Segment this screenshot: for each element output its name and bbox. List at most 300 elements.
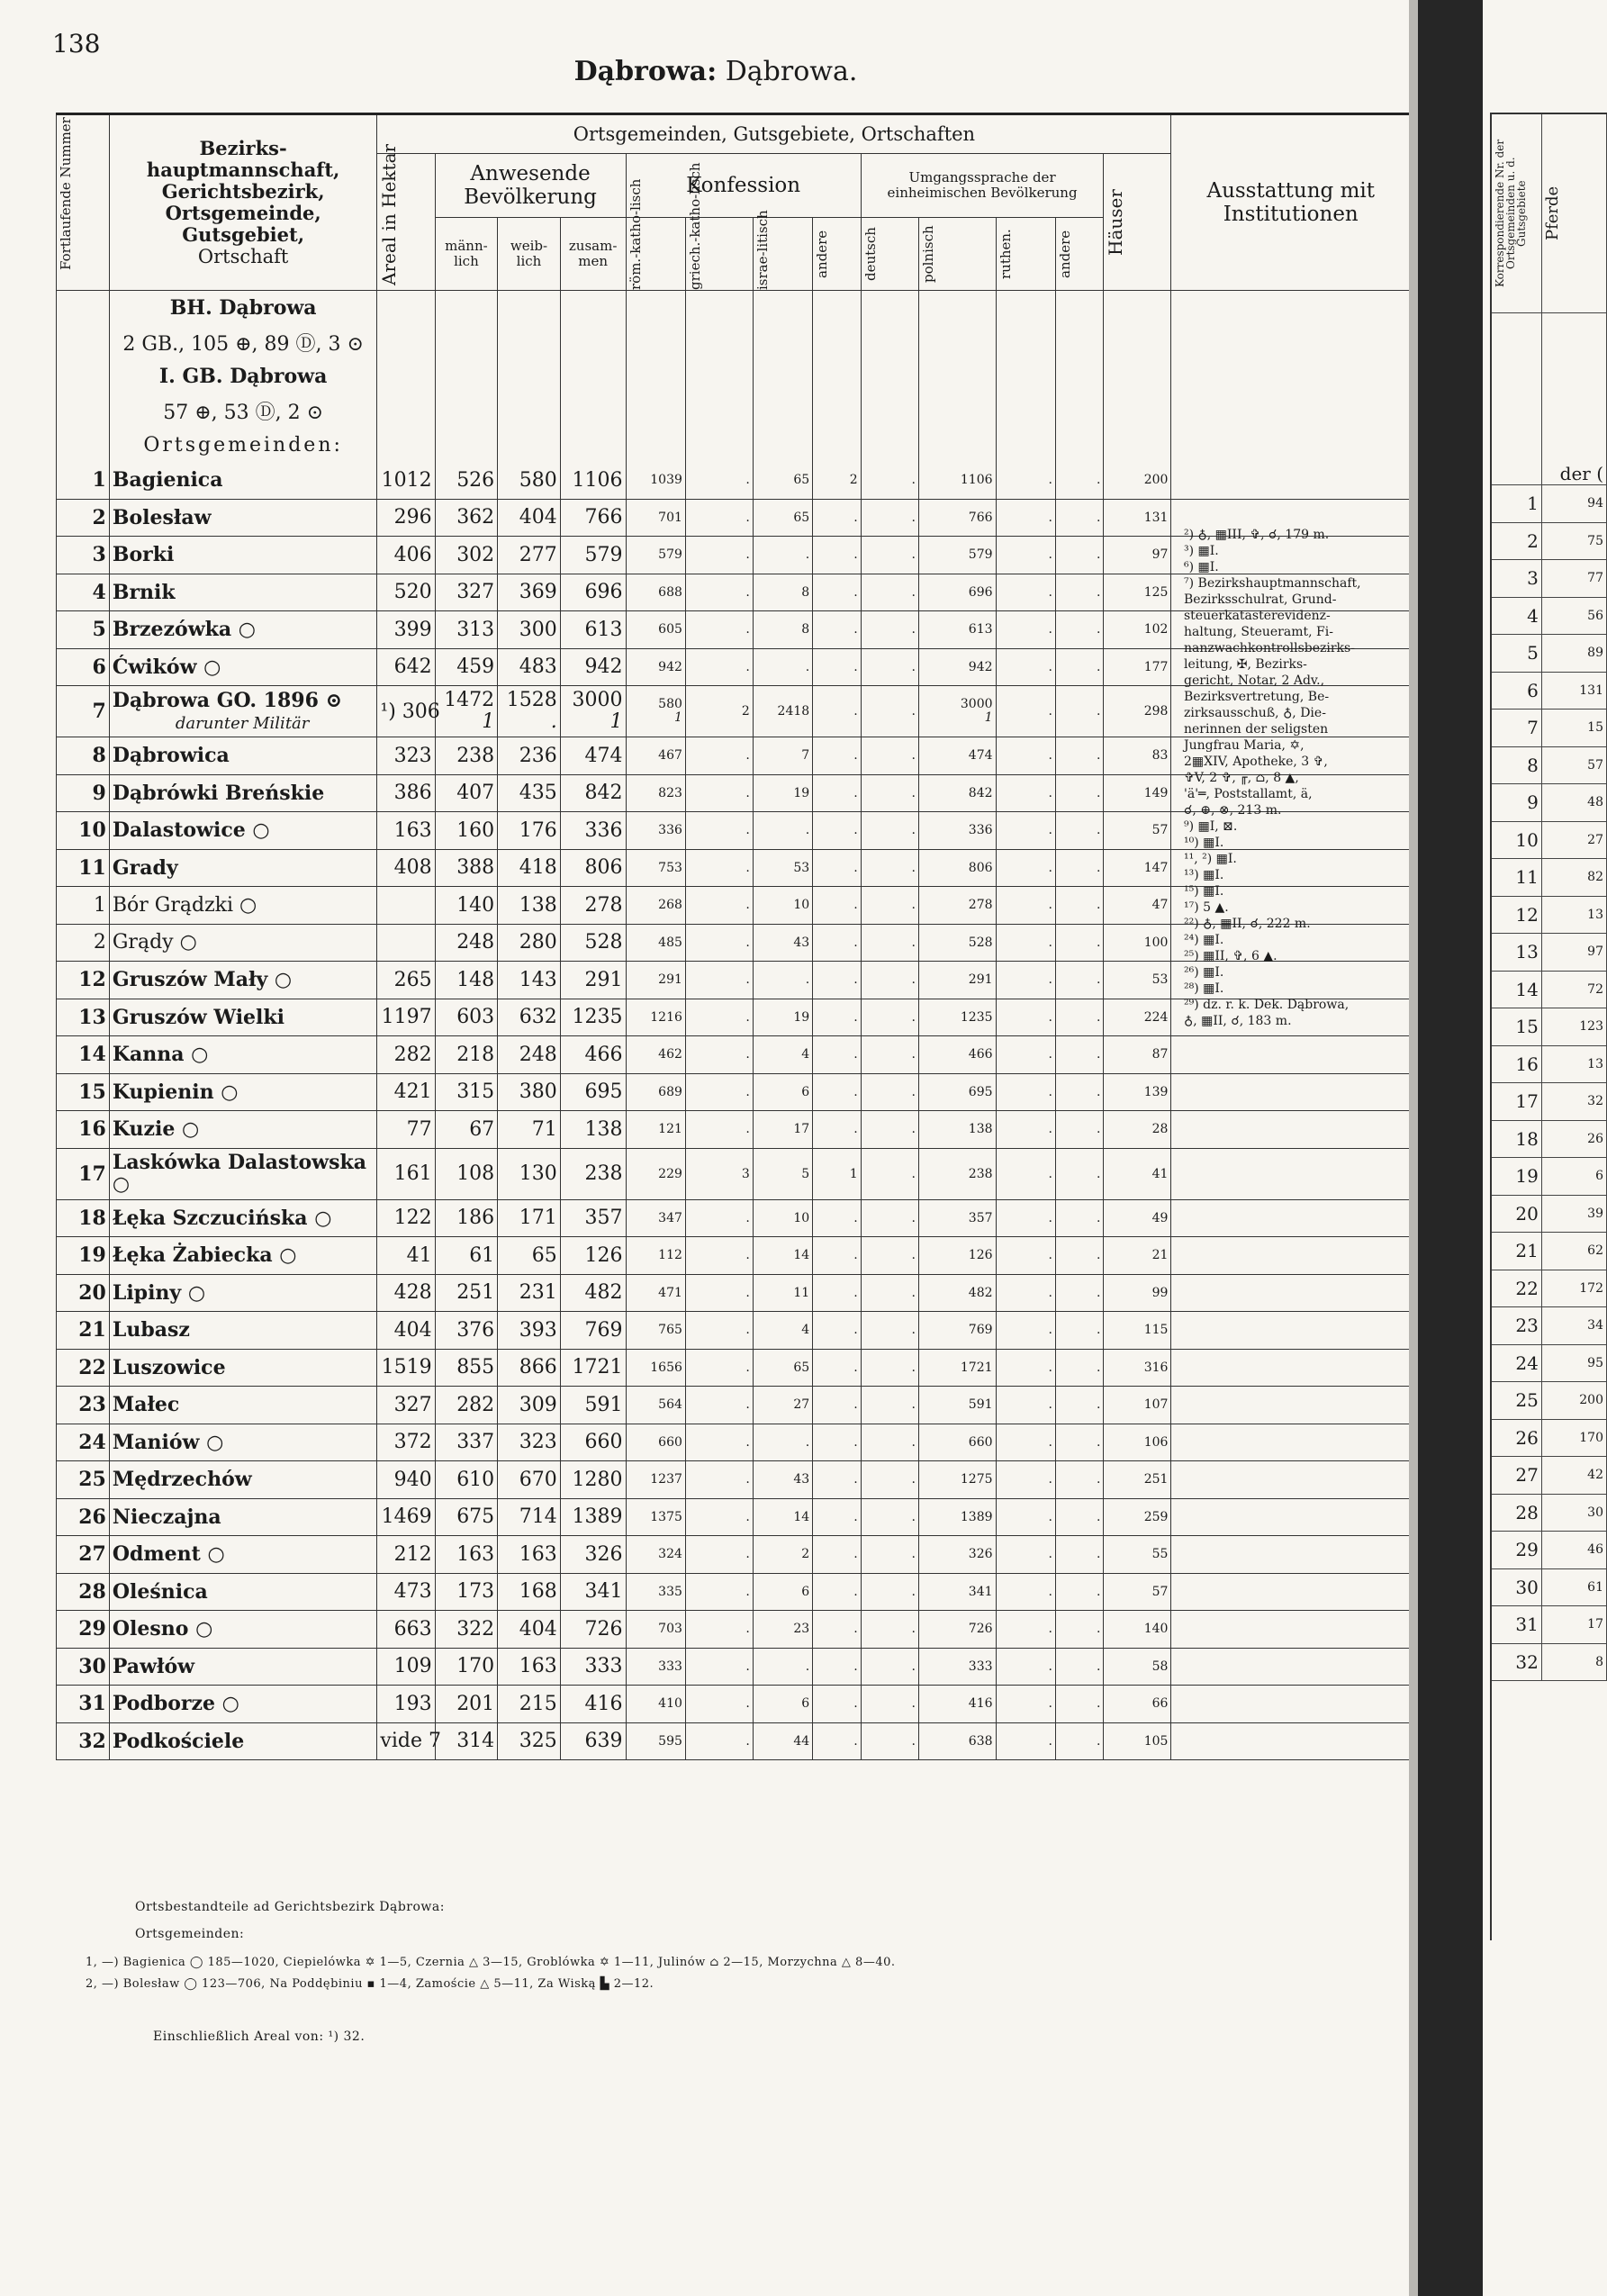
cell-p: 769 bbox=[918, 1312, 996, 1350]
cell-h: 139 bbox=[1104, 1073, 1171, 1111]
next-page-pferde: 131 bbox=[1541, 672, 1606, 710]
cell-i: 14 bbox=[753, 1498, 812, 1536]
header-anwesend: Anwesende Bevölkerung bbox=[435, 154, 626, 218]
cell-o: . bbox=[1055, 962, 1104, 999]
row-number: 31 bbox=[57, 1686, 110, 1723]
place-name: Luszowice bbox=[109, 1349, 377, 1387]
next-page-nr: 7 bbox=[1492, 710, 1541, 747]
cell-m: 314 bbox=[435, 1722, 498, 1760]
cell-r: . bbox=[996, 1536, 1055, 1574]
next-page-nr: 32 bbox=[1492, 1643, 1541, 1681]
note-line: ¹¹, ²) ▦I. bbox=[1184, 852, 1237, 866]
cell-g: . bbox=[685, 1648, 753, 1686]
cell-z: 336 bbox=[560, 812, 626, 850]
row-number: 2 bbox=[57, 924, 110, 962]
cell-z: 695 bbox=[560, 1073, 626, 1111]
next-page-pferde: 34 bbox=[1541, 1307, 1606, 1345]
next-page-row bbox=[1492, 1233, 1607, 1270]
cell-z: 138 bbox=[560, 1111, 626, 1149]
cell-w: 418 bbox=[498, 849, 561, 887]
cell-k: 471 bbox=[626, 1274, 685, 1312]
row-number: 19 bbox=[57, 1237, 110, 1275]
cell-r: . bbox=[996, 737, 1055, 775]
footer-heading: Ortsbestandteile ad Gerichtsbezirk Dąbrowa: bbox=[135, 1900, 445, 1914]
preface-blank bbox=[498, 393, 561, 428]
cell-k: 1237 bbox=[626, 1461, 685, 1499]
cell-d: . bbox=[861, 462, 918, 499]
cell-r: . bbox=[996, 1148, 1055, 1199]
cell-o: . bbox=[1055, 1498, 1104, 1536]
cell-z: 1106 bbox=[560, 462, 626, 499]
cell-m: 855 bbox=[435, 1349, 498, 1387]
cell-m: 610 bbox=[435, 1461, 498, 1499]
cell-z: 357 bbox=[560, 1199, 626, 1237]
preface-row bbox=[57, 325, 1411, 359]
next-page-row bbox=[1492, 710, 1607, 747]
cell-z: 769 bbox=[560, 1312, 626, 1350]
preface-blank bbox=[861, 359, 918, 393]
cell-h: 28 bbox=[1104, 1111, 1171, 1149]
cell-k: 229 bbox=[626, 1148, 685, 1199]
next-page-pferde: 13 bbox=[1541, 896, 1606, 934]
cell-p: 126 bbox=[918, 1237, 996, 1275]
cell-d: . bbox=[861, 1686, 918, 1723]
header-deutsch: deutsch bbox=[861, 218, 918, 291]
preface-text: Ortsgemeinden: bbox=[109, 428, 377, 462]
preface-blank bbox=[1104, 359, 1171, 393]
cell-w: 171 bbox=[498, 1199, 561, 1237]
cell-institutions bbox=[1171, 1199, 1411, 1237]
cell-a: . bbox=[813, 1573, 862, 1611]
cell-r: . bbox=[996, 1199, 1055, 1237]
preface-blank bbox=[813, 325, 862, 359]
cell-area: ¹) 306 bbox=[377, 686, 435, 737]
cell-institutions bbox=[1171, 1461, 1411, 1499]
table-row bbox=[57, 1199, 1411, 1237]
cell-r: . bbox=[996, 812, 1055, 850]
cell-g: . bbox=[685, 1199, 753, 1237]
cell-w: 163 bbox=[498, 1536, 561, 1574]
cell-o: . bbox=[1055, 1199, 1104, 1237]
table-row bbox=[57, 1148, 1411, 1199]
cell-z: 482 bbox=[560, 1274, 626, 1312]
cell-o: . bbox=[1055, 737, 1104, 775]
preface-blank bbox=[1171, 393, 1411, 428]
cell-z: 238 bbox=[560, 1148, 626, 1199]
preface-blank bbox=[498, 325, 561, 359]
cell-p: 333 bbox=[918, 1648, 996, 1686]
preface-blank bbox=[560, 393, 626, 428]
row-number: 28 bbox=[57, 1573, 110, 1611]
note-line: ²⁵) ▦II, ✞, 6 ▲. bbox=[1184, 949, 1277, 963]
cell-w: 300 bbox=[498, 611, 561, 649]
cell-g: 2 bbox=[685, 686, 753, 737]
cell-institutions bbox=[1171, 1111, 1411, 1149]
preface-blank bbox=[498, 291, 561, 326]
cell-i: 53 bbox=[753, 849, 812, 887]
cell-m: 248 bbox=[435, 924, 498, 962]
cell-area: 1012 bbox=[377, 462, 435, 499]
cell-a: . bbox=[813, 686, 862, 737]
next-page-row bbox=[1492, 1568, 1607, 1606]
cell-area: 41 bbox=[377, 1237, 435, 1275]
cell-o: . bbox=[1055, 1312, 1104, 1350]
next-page-row bbox=[1492, 1270, 1607, 1307]
cell-a: . bbox=[813, 887, 862, 925]
row-number: 22 bbox=[57, 1349, 110, 1387]
next-page-pferde: 200 bbox=[1541, 1382, 1606, 1420]
cell-o: . bbox=[1055, 686, 1104, 737]
cell-o: . bbox=[1055, 849, 1104, 887]
cell-r: . bbox=[996, 1036, 1055, 1074]
cell-a: . bbox=[813, 1312, 862, 1350]
cell-area: 386 bbox=[377, 774, 435, 812]
cell-d: . bbox=[861, 812, 918, 850]
next-page-header-nr: Korrespondierende Nr. der Ortsgemeinden u. d. Gutsgebiete bbox=[1492, 113, 1541, 313]
cell-m: 238 bbox=[435, 737, 498, 775]
preface-blank bbox=[377, 291, 435, 326]
cell-m: 163 bbox=[435, 1536, 498, 1574]
title-bold: Dąbrowa: bbox=[573, 56, 718, 87]
cell-m: 459 bbox=[435, 648, 498, 686]
next-page-pferde: 39 bbox=[1541, 1195, 1606, 1233]
next-page-table bbox=[1492, 113, 1607, 1681]
cell-m: 322 bbox=[435, 1611, 498, 1649]
cell-k: 121 bbox=[626, 1111, 685, 1149]
cell-z: 474 bbox=[560, 737, 626, 775]
cell-area: 1469 bbox=[377, 1498, 435, 1536]
cell-d: . bbox=[861, 1111, 918, 1149]
cell-p: 528 bbox=[918, 924, 996, 962]
cell-area: 408 bbox=[377, 849, 435, 887]
header-bezirk: Bezirks-hauptmannschaft, Gerichtsbezirk, Ortsgemeinde, Gutsgebiet, Ortschaft bbox=[109, 114, 377, 291]
cell-w: 404 bbox=[498, 499, 561, 537]
place-name: Bolesław bbox=[109, 499, 377, 537]
cell-area: 1519 bbox=[377, 1349, 435, 1387]
cell-d: . bbox=[861, 537, 918, 574]
next-page-row bbox=[1492, 746, 1607, 784]
cell-a: . bbox=[813, 1036, 862, 1074]
preface-blank bbox=[435, 291, 498, 326]
cell-h: 298 bbox=[1104, 686, 1171, 737]
header-ruthen: ruthen. bbox=[996, 218, 1055, 291]
cell-institutions bbox=[1171, 1073, 1411, 1111]
cell-h: 41 bbox=[1104, 1148, 1171, 1199]
cell-institutions bbox=[1171, 1648, 1411, 1686]
preface-text: 2 GB., 105 ⊕, 89 Ⓓ, 3 ⊙ bbox=[109, 325, 377, 359]
cell-i: 11 bbox=[753, 1274, 812, 1312]
note-line: ¹⁰) ▦I. bbox=[1184, 836, 1224, 850]
next-page-pferde: 89 bbox=[1541, 635, 1606, 673]
next-page-nr: 27 bbox=[1492, 1457, 1541, 1495]
cell-z: 528 bbox=[560, 924, 626, 962]
cell-g: . bbox=[685, 999, 753, 1036]
cell-i: . bbox=[753, 1648, 812, 1686]
preface-blank bbox=[918, 428, 996, 462]
next-page-pferde: 57 bbox=[1541, 746, 1606, 784]
note-line: Bezirksvertretung, Be- bbox=[1184, 690, 1330, 704]
cell-r: . bbox=[996, 962, 1055, 999]
cell-area: 940 bbox=[377, 1461, 435, 1499]
cell-i: 65 bbox=[753, 499, 812, 537]
cell-m: 186 bbox=[435, 1199, 498, 1237]
cell-w: 670 bbox=[498, 1461, 561, 1499]
cell-h: 224 bbox=[1104, 999, 1171, 1036]
cell-p: 341 bbox=[918, 1573, 996, 1611]
cell-a: . bbox=[813, 962, 862, 999]
cell-i: 44 bbox=[753, 1722, 812, 1760]
cell-r: . bbox=[996, 849, 1055, 887]
place-name: Dąbrówki Breńskie bbox=[109, 774, 377, 812]
cell-a: . bbox=[813, 924, 862, 962]
cell-p: 1275 bbox=[918, 1461, 996, 1499]
table-row bbox=[57, 1573, 1411, 1611]
place-name: Maniów ○ bbox=[109, 1424, 377, 1461]
next-page-nr: 15 bbox=[1492, 1008, 1541, 1046]
table-row bbox=[57, 1536, 1411, 1574]
cell-w: 369 bbox=[498, 574, 561, 611]
cell-o: . bbox=[1055, 574, 1104, 611]
row-number: 14 bbox=[57, 1036, 110, 1074]
cell-z: 639 bbox=[560, 1722, 626, 1760]
cell-i: . bbox=[753, 962, 812, 999]
preface-blank bbox=[685, 428, 753, 462]
table-row bbox=[57, 1237, 1411, 1275]
next-page-header-pferde: Pferde bbox=[1541, 113, 1606, 313]
preface-nr bbox=[57, 359, 110, 393]
cell-h: 147 bbox=[1104, 849, 1171, 887]
next-page-pferde: 32 bbox=[1541, 1083, 1606, 1121]
row-number: 29 bbox=[57, 1611, 110, 1649]
cell-z: 1721 bbox=[560, 1349, 626, 1387]
cell-m: 313 bbox=[435, 611, 498, 649]
cell-g: . bbox=[685, 1686, 753, 1723]
cell-a: . bbox=[813, 648, 862, 686]
table-row bbox=[57, 1424, 1411, 1461]
cell-w: 248 bbox=[498, 1036, 561, 1074]
cell-g: . bbox=[685, 537, 753, 574]
cell-w: 71 bbox=[498, 1111, 561, 1149]
cell-w: 580 bbox=[498, 462, 561, 499]
cell-h: 140 bbox=[1104, 1611, 1171, 1649]
cell-h: 115 bbox=[1104, 1312, 1171, 1350]
next-page-nr: 22 bbox=[1492, 1270, 1541, 1307]
cell-p: 357 bbox=[918, 1199, 996, 1237]
cell-area: 122 bbox=[377, 1199, 435, 1237]
cell-i: 6 bbox=[753, 1686, 812, 1723]
cell-area: 212 bbox=[377, 1536, 435, 1574]
cell-w: 714 bbox=[498, 1498, 561, 1536]
cell-o: . bbox=[1055, 1461, 1104, 1499]
cell-k: 701 bbox=[626, 499, 685, 537]
header-konfession: Konfession bbox=[626, 154, 861, 218]
preface-blank bbox=[377, 393, 435, 428]
cell-m: 388 bbox=[435, 849, 498, 887]
row-number: 8 bbox=[57, 737, 110, 775]
place-name: Olesno ○ bbox=[109, 1611, 377, 1649]
cell-h: 316 bbox=[1104, 1349, 1171, 1387]
cell-g: . bbox=[685, 1424, 753, 1461]
cell-h: 49 bbox=[1104, 1199, 1171, 1237]
place-name: Dąbrowa GO. 1896 ⊙ darunter Militär bbox=[109, 686, 377, 737]
header-weiblich: weib-lich bbox=[498, 218, 561, 291]
row-number: 30 bbox=[57, 1648, 110, 1686]
preface-blank bbox=[753, 428, 812, 462]
table-row bbox=[57, 1686, 1411, 1723]
next-page-pferde: 13 bbox=[1541, 1045, 1606, 1083]
cell-k: 823 bbox=[626, 774, 685, 812]
cell-d: . bbox=[861, 611, 918, 649]
cell-area: 473 bbox=[377, 1573, 435, 1611]
next-page-pferde: 6 bbox=[1541, 1158, 1606, 1196]
cell-o: . bbox=[1055, 648, 1104, 686]
preface-blank bbox=[996, 393, 1055, 428]
cell-w: 231 bbox=[498, 1274, 561, 1312]
cell-i: 8 bbox=[753, 611, 812, 649]
cell-a: . bbox=[813, 999, 862, 1036]
cell-a: . bbox=[813, 1611, 862, 1649]
cell-h: 97 bbox=[1104, 537, 1171, 574]
cell-m: 201 bbox=[435, 1686, 498, 1723]
cell-g: . bbox=[685, 1387, 753, 1424]
cell-o: . bbox=[1055, 1274, 1104, 1312]
preface-row bbox=[57, 428, 1411, 462]
cell-m: 61 bbox=[435, 1237, 498, 1275]
cell-h: 99 bbox=[1104, 1274, 1171, 1312]
preface-row bbox=[57, 291, 1411, 326]
cell-d: . bbox=[861, 648, 918, 686]
table-row bbox=[57, 1036, 1411, 1074]
cell-a: . bbox=[813, 1498, 862, 1536]
cell-k: 410 bbox=[626, 1686, 685, 1723]
place-name: Kuzie ○ bbox=[109, 1111, 377, 1149]
table-row bbox=[57, 1111, 1411, 1149]
next-page-nr: 18 bbox=[1492, 1120, 1541, 1158]
note-line: ¹⁷) 5 ▲. bbox=[1184, 900, 1229, 915]
place-name: Gruszów Mały ○ bbox=[109, 962, 377, 999]
preface-blank bbox=[498, 359, 561, 393]
row-number: 5 bbox=[57, 611, 110, 649]
cell-i: 5 bbox=[753, 1148, 812, 1199]
cell-h: 66 bbox=[1104, 1686, 1171, 1723]
cell-a: . bbox=[813, 1349, 862, 1387]
cell-p: 695 bbox=[918, 1073, 996, 1111]
cell-i: 4 bbox=[753, 1036, 812, 1074]
row-number: 16 bbox=[57, 1111, 110, 1149]
preface-blank bbox=[813, 393, 862, 428]
cell-w: 236 bbox=[498, 737, 561, 775]
cell-m: 170 bbox=[435, 1648, 498, 1686]
cell-a: . bbox=[813, 574, 862, 611]
next-page-nr: 26 bbox=[1492, 1419, 1541, 1457]
cell-r: . bbox=[996, 1611, 1055, 1649]
cell-o: . bbox=[1055, 1349, 1104, 1387]
footer-subheading: Ortsgemeinden: bbox=[135, 1927, 245, 1941]
cell-k: 564 bbox=[626, 1387, 685, 1424]
row-number: 2 bbox=[57, 499, 110, 537]
next-page-row bbox=[1492, 1382, 1607, 1420]
cell-r: . bbox=[996, 611, 1055, 649]
cell-i: 4 bbox=[753, 1312, 812, 1350]
cell-d: . bbox=[861, 1148, 918, 1199]
next-page-row bbox=[1492, 635, 1607, 673]
row-number: 25 bbox=[57, 1461, 110, 1499]
preface-blank bbox=[498, 428, 561, 462]
next-page-row bbox=[1492, 821, 1607, 859]
place-name: Kanna ○ bbox=[109, 1036, 377, 1074]
cell-p: 591 bbox=[918, 1387, 996, 1424]
cell-o: . bbox=[1055, 887, 1104, 925]
cell-w: 632 bbox=[498, 999, 561, 1036]
cell-r: . bbox=[996, 1274, 1055, 1312]
cell-h: 57 bbox=[1104, 812, 1171, 850]
cell-o: . bbox=[1055, 1686, 1104, 1723]
cell-m: 362 bbox=[435, 499, 498, 537]
header-ausstattung: Ausstattung mit Institutionen bbox=[1171, 114, 1411, 291]
next-page-nr: 20 bbox=[1492, 1195, 1541, 1233]
cell-w: 280 bbox=[498, 924, 561, 962]
cell-p: 638 bbox=[918, 1722, 996, 1760]
cell-z: 842 bbox=[560, 774, 626, 812]
cell-a: . bbox=[813, 499, 862, 537]
place-name: Ćwików ○ bbox=[109, 648, 377, 686]
next-page-nr: 21 bbox=[1492, 1233, 1541, 1270]
cell-i: 43 bbox=[753, 1461, 812, 1499]
next-page-row bbox=[1492, 1307, 1607, 1345]
footer-line-2: 2, —) Bolesław ◯ 123—706, Na Poddębiniu ▪ 1—4, Zamoście △ 5—11, Za Wiską ▙ 2—12. bbox=[86, 1977, 655, 1991]
cell-z: 806 bbox=[560, 849, 626, 887]
cell-g: . bbox=[685, 1073, 753, 1111]
row-number: 7 bbox=[57, 686, 110, 737]
preface-blank bbox=[685, 393, 753, 428]
cell-o: . bbox=[1055, 812, 1104, 850]
cell-a: . bbox=[813, 1073, 862, 1111]
next-page-pferde: 46 bbox=[1541, 1532, 1606, 1569]
cell-k: 765 bbox=[626, 1312, 685, 1350]
note-line: ✞V, 2 ✞, ╓, ⌂, 8 ▲, bbox=[1184, 771, 1299, 785]
preface-blank bbox=[377, 325, 435, 359]
next-page-nr: 2 bbox=[1492, 522, 1541, 560]
place-name: Nieczajna bbox=[109, 1498, 377, 1536]
cell-m: 160 bbox=[435, 812, 498, 850]
preface-blank bbox=[996, 291, 1055, 326]
cell-p: 326 bbox=[918, 1536, 996, 1574]
cell-d: . bbox=[861, 1498, 918, 1536]
cell-g: . bbox=[685, 1312, 753, 1350]
cell-i: 14 bbox=[753, 1237, 812, 1275]
row-number: 26 bbox=[57, 1498, 110, 1536]
cell-a: . bbox=[813, 1648, 862, 1686]
cell-w: 215 bbox=[498, 1686, 561, 1723]
cell-m: 282 bbox=[435, 1387, 498, 1424]
cell-institutions bbox=[1171, 1148, 1411, 1199]
preface-text: 57 ⊕, 53 Ⓓ, 2 ⊙ bbox=[109, 393, 377, 428]
cell-area bbox=[377, 887, 435, 925]
cell-r: . bbox=[996, 1111, 1055, 1149]
next-page-nr: 13 bbox=[1492, 934, 1541, 972]
cell-g: . bbox=[685, 812, 753, 850]
table-header bbox=[57, 114, 1411, 291]
place-name: Grady bbox=[109, 849, 377, 887]
cell-institutions bbox=[1171, 1611, 1411, 1649]
next-page-row bbox=[1492, 1045, 1607, 1083]
row-number: 18 bbox=[57, 1199, 110, 1237]
cell-i: 10 bbox=[753, 887, 812, 925]
cell-z: 333 bbox=[560, 1648, 626, 1686]
place-name: Gruszów Wielki bbox=[109, 999, 377, 1036]
note-line: ²⁴) ▦I. bbox=[1184, 933, 1224, 947]
cell-o: . bbox=[1055, 924, 1104, 962]
